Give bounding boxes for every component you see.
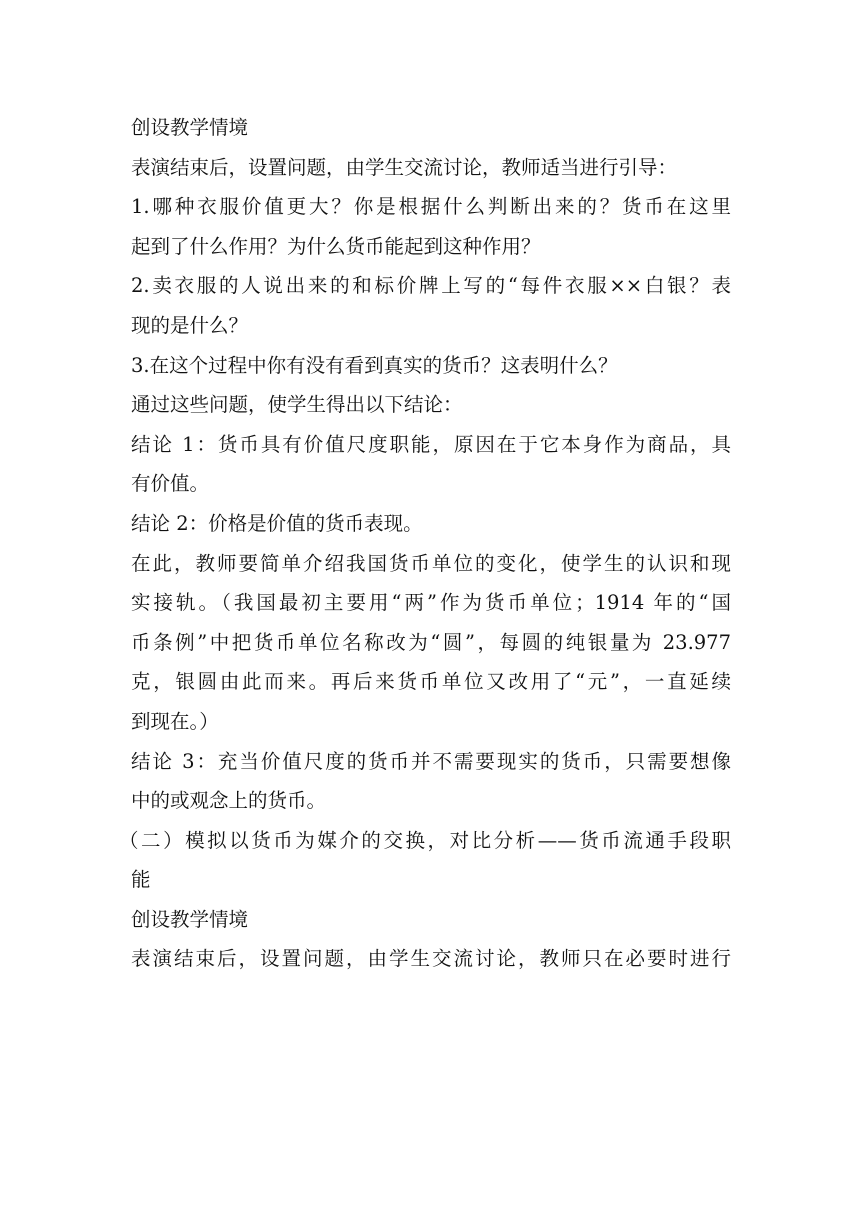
question-line: 2.卖衣服的人说出来的和标价牌上写的“每件衣服××白银？表 <box>131 274 731 298</box>
paragraph-line: 实接轨。（我国最初主要用“两”作为货币单位；1914 年的“国 <box>131 591 731 615</box>
section-heading: 创设教学情境 <box>131 907 249 931</box>
paragraph-line: 表演结束后，设置问题，由学生交流讨论，教师适当进行引导： <box>131 155 678 179</box>
conclusion-line: 结论 2：价格是价值的货币表现。 <box>131 511 423 535</box>
paragraph-line: 通过这些问题，使学生得出以下结论： <box>131 393 463 417</box>
conclusion-line: 中的或观念上的货币。 <box>131 789 327 813</box>
paragraph-line: 表演结束后，设置问题，由学生交流讨论，教师只在必要时进行 <box>131 947 731 971</box>
question-line: 3.在这个过程中你有没有看到真实的货币？这表明什么？ <box>131 353 618 377</box>
section-subheading: 能 <box>131 868 151 892</box>
paragraph-line: 到现在。） <box>131 709 219 733</box>
conclusion-line: 结论 1：货币具有价值尺度职能，原因在于它本身作为商品，具 <box>131 432 731 456</box>
section-subheading: （二）模拟以货币为媒介的交换，对比分析——货币流通手段职 <box>119 828 731 852</box>
document-body <box>119 108 731 979</box>
conclusion-line: 有价值。 <box>131 472 210 496</box>
paragraph-line: 在此，教师要简单介绍我国货币单位的变化，使学生的认识和现 <box>131 551 731 575</box>
conclusion-line: 结论 3：充当价值尺度的货币并不需要现实的货币，只需要想像 <box>131 749 731 773</box>
question-line: 现的是什么？ <box>131 313 249 337</box>
paragraph-line: 币条例”中把货币单位名称改为“圆”，每圆的纯银量为 23.977 <box>131 630 731 654</box>
question-line: 起到了什么作用？为什么货币能起到这种作用？ <box>131 234 541 258</box>
section-heading: 创设教学情境 <box>131 116 249 139</box>
paragraph-line: 克，银圆由此而来。再后来货币单位又改用了“元”，一直延续 <box>131 670 731 694</box>
question-line: 1.哪种衣服价值更大？你是根据什么判断出来的？货币在这里 <box>131 195 731 219</box>
